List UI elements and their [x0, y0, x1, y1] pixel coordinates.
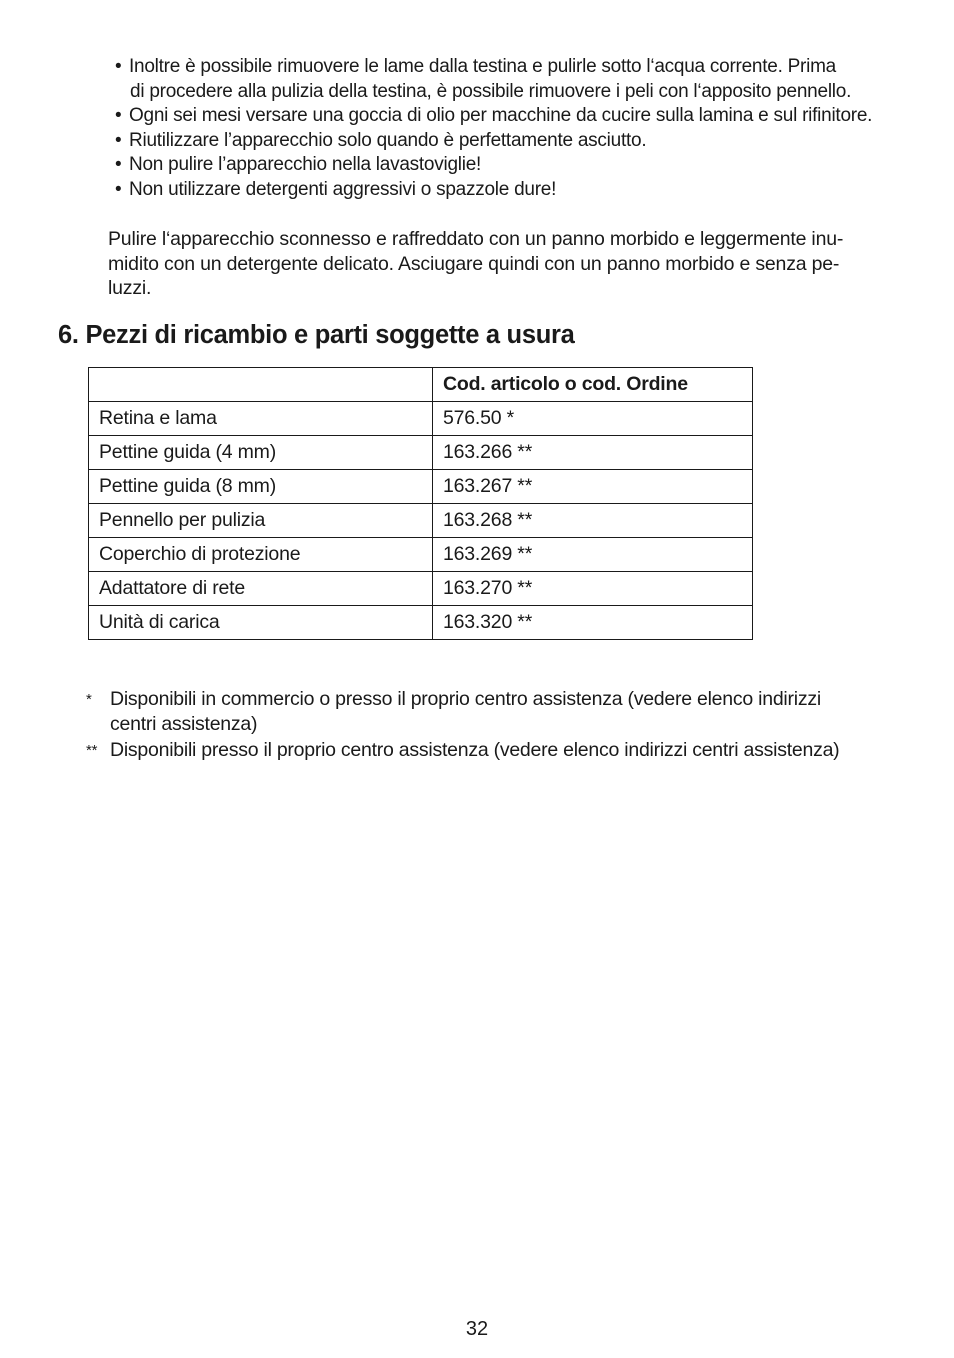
table-row [89, 538, 753, 572]
footnotes [86, 687, 926, 763]
footnote-mark: ** [86, 741, 98, 759]
list-item [112, 104, 912, 129]
cleaning-paragraph [108, 227, 898, 301]
paragraph-line: Pulire l‘apparecchio sconnesso e raffreddato con un panno morbido e leggermente inu- [108, 228, 844, 250]
list-item-line: di procedere alla pulizia della testina, è possibile rimuovere i peli con l‘apposito pennello. [130, 80, 852, 102]
footnote-line: centri assistenza) [110, 713, 258, 736]
part-name-cell: Pennello per pulizia [89, 504, 433, 538]
part-code-cell: 163.268 ** [433, 504, 753, 538]
table-row [89, 504, 753, 538]
part-name-cell: Retina e lama [89, 402, 433, 436]
table-header-row [89, 368, 753, 402]
section-title: 6. Pezzi di ricambio e parti soggette a usura [58, 321, 575, 349]
list-item [112, 55, 912, 104]
part-name-cell: Pettine guida (8 mm) [89, 470, 433, 504]
paragraph-line: luzzi. [108, 277, 152, 300]
part-name-cell: Unità di carica [89, 606, 433, 640]
table-row [89, 402, 753, 436]
part-name-cell: Coperchio di protezione [89, 538, 433, 572]
page-number: 32 [465, 1318, 489, 1340]
list-item-line: • Non utilizzare detergenti aggressivi o spazzole dure! [129, 178, 557, 200]
part-name-cell: Adattatore di rete [89, 572, 433, 606]
part-code-cell: 163.267 ** [433, 470, 753, 504]
part-code-cell: 163.320 ** [433, 606, 753, 640]
footnote-mark: * [86, 691, 92, 708]
part-code-cell: 163.270 ** [433, 572, 753, 606]
footnote-line: Disponibili in commercio o presso il proprio centro assistenza (vedere elenco indirizzi [110, 688, 821, 710]
list-item-line: • Non pulire l’apparecchio nella lavastoviglie! [129, 154, 482, 176]
list-item [112, 129, 912, 154]
list-item-line: • Inoltre è possibile rimuovere le lame dalla testina e pulirle sotto l‘acqua corrente. Prima [129, 56, 836, 77]
spare-parts-table [88, 367, 753, 640]
paragraph-line: midito con un detergente delicato. Asciugare quindi con un panno morbido e senza pe- [108, 252, 840, 275]
table-row [89, 606, 753, 640]
part-name-cell: Pettine guida (4 mm) [89, 436, 433, 470]
list-item-line: • Ogni sei mesi versare una goccia di olio per macchine da cucire sulla lamina e sul rifinitore. [129, 105, 873, 127]
list-item [112, 153, 912, 178]
table-header-cell-code: Cod. articolo o cod. Ordine [433, 368, 753, 402]
footnote [86, 738, 926, 763]
list-item [112, 178, 912, 203]
cleaning-instructions-list [112, 55, 912, 203]
table-row [89, 470, 753, 504]
part-code-cell: 576.50 * [433, 402, 753, 436]
list-item-line: • Riutilizzare l’apparecchio solo quando è perfettamente asciutto. [129, 129, 647, 151]
footnote-line: Disponibili presso il proprio centro assistenza (vedere elenco indirizzi centri assistenza) [110, 738, 840, 761]
footnote [86, 687, 926, 738]
table-header-cell-name [89, 368, 433, 402]
table-row [89, 572, 753, 606]
part-code-cell: 163.266 ** [433, 436, 753, 470]
table-row [89, 436, 753, 470]
part-code-cell: 163.269 ** [433, 538, 753, 572]
